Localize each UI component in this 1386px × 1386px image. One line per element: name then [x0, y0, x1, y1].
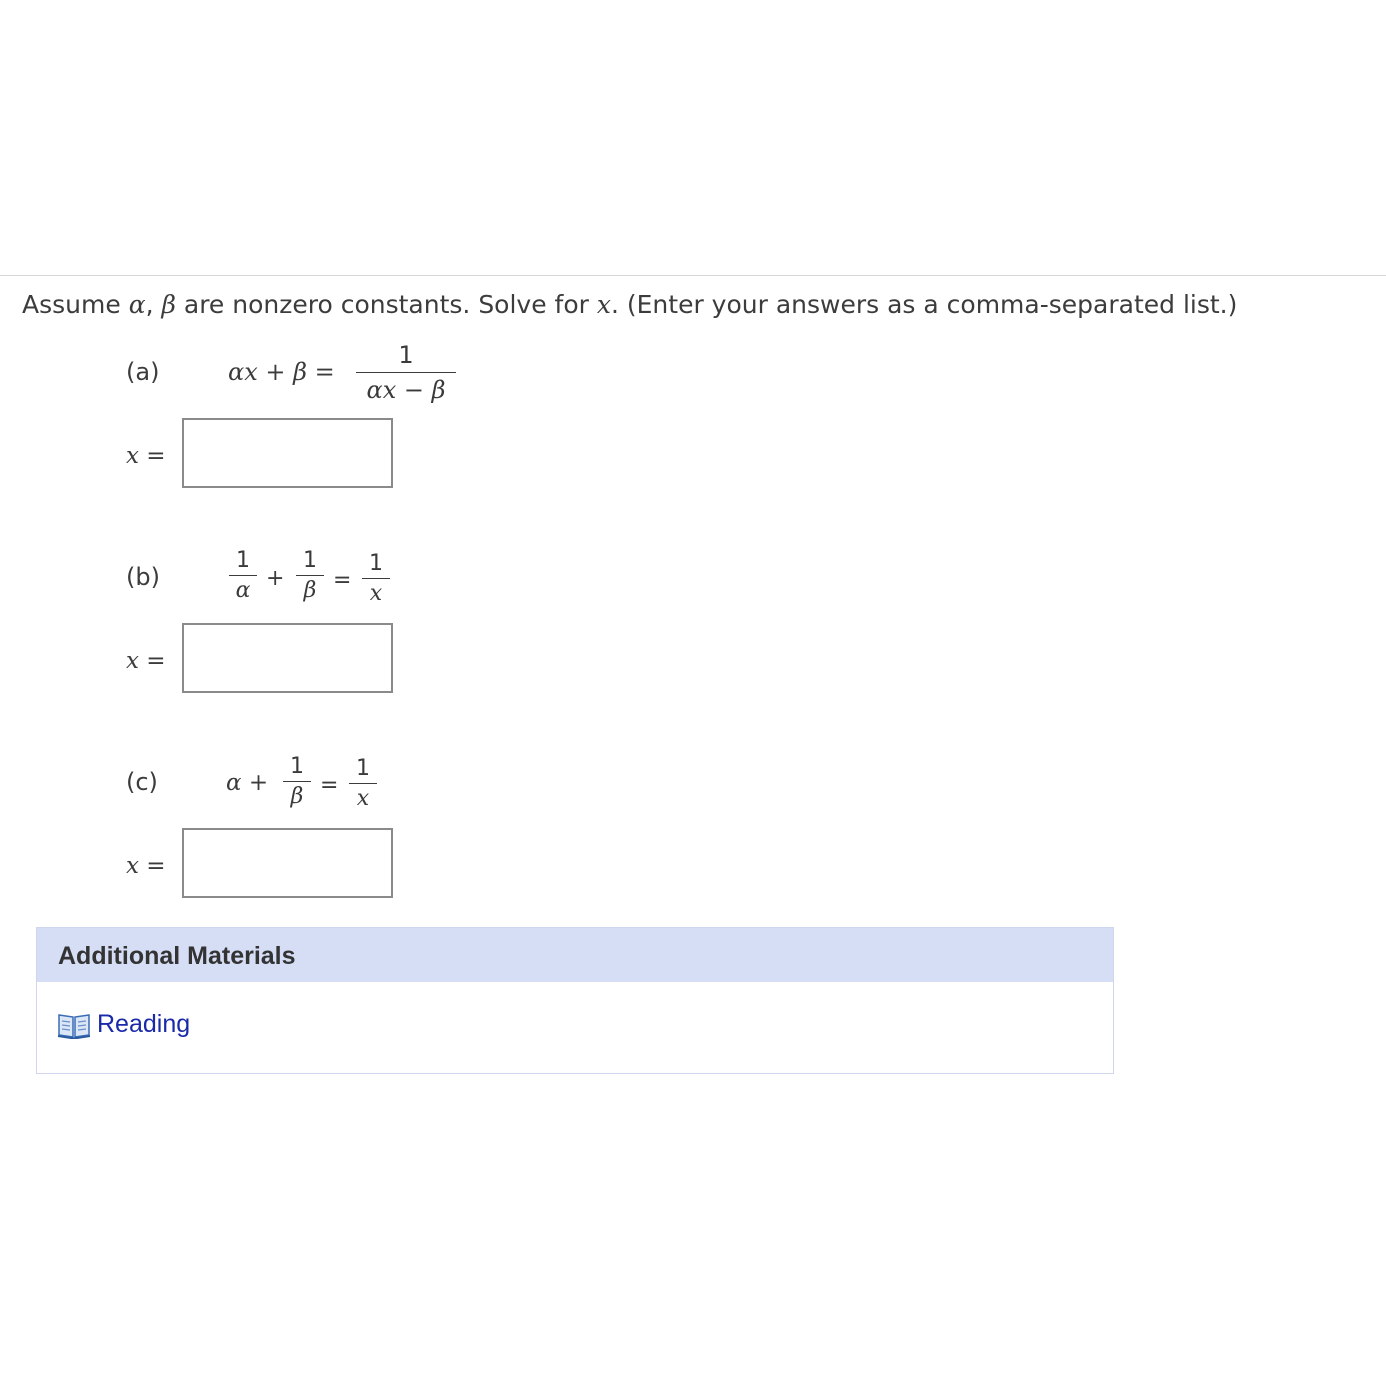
part-b-answer-label [126, 648, 166, 674]
divider [0, 275, 1386, 276]
part-c-fraction-2 [349, 758, 377, 810]
additional-materials-title: Additional Materials [37, 928, 1113, 982]
part-b-fraction-3 [362, 553, 390, 605]
part-b-answer-label-text: x = [126, 648, 166, 674]
part-b-f2-denominator: β [303, 578, 317, 603]
reading-link[interactable] [57, 1010, 190, 1039]
part-a-answer-input[interactable] [182, 418, 393, 488]
part-a-answer-label-text: x = [126, 443, 166, 469]
beta-symbol: β [161, 290, 176, 319]
part-b-equals: = [333, 568, 352, 593]
part-c-f1-denominator: β [290, 784, 304, 809]
part-a-denominator: αx − β [366, 376, 446, 404]
part-b-f1-numerator: 1 [236, 548, 250, 573]
part-b-plus: + [266, 566, 285, 591]
part-b-f3-denominator: x [369, 581, 383, 606]
book-icon [57, 1011, 91, 1039]
question-lead: Assume [22, 290, 129, 319]
additional-materials-panel [36, 927, 1114, 1074]
part-c-lhs: α + [226, 770, 269, 796]
part-c-label: (c) [126, 768, 158, 796]
question-tail: . (Enter your answers as a comma-separated list.) [610, 290, 1238, 319]
question-text [22, 290, 1237, 319]
part-a-lhs: αx + β = [228, 358, 335, 386]
part-b-f3-numerator: 1 [369, 551, 383, 576]
part-c-fraction-1 [283, 756, 311, 808]
part-c-answer-input[interactable] [182, 828, 393, 898]
part-c-equals: = [320, 773, 339, 798]
x-symbol: x [596, 290, 611, 319]
part-a-fraction [356, 343, 456, 402]
part-b-fraction-1 [229, 550, 257, 602]
part-a-numerator: 1 [398, 341, 414, 369]
reading-link-label[interactable]: Reading [97, 1010, 191, 1038]
part-a-answer-label [126, 443, 166, 469]
part-b-answer-input[interactable] [182, 623, 393, 693]
alpha-symbol: α [128, 290, 146, 319]
part-c-answer-label-text: x = [126, 853, 166, 879]
part-c-f2-numerator: 1 [356, 756, 370, 781]
question-mid: are nonzero constants. Solve for [175, 290, 597, 319]
part-b-label: (b) [126, 563, 160, 591]
part-b-fraction-2 [296, 550, 324, 602]
part-c-f1-numerator: 1 [290, 754, 304, 779]
part-c-f2-denominator: x [356, 786, 370, 811]
part-b-f2-numerator: 1 [303, 548, 317, 573]
part-c-answer-label [126, 853, 166, 879]
question-comma: , [145, 290, 162, 319]
part-b-f1-denominator: α [235, 578, 251, 603]
part-a-label: (a) [126, 358, 160, 386]
